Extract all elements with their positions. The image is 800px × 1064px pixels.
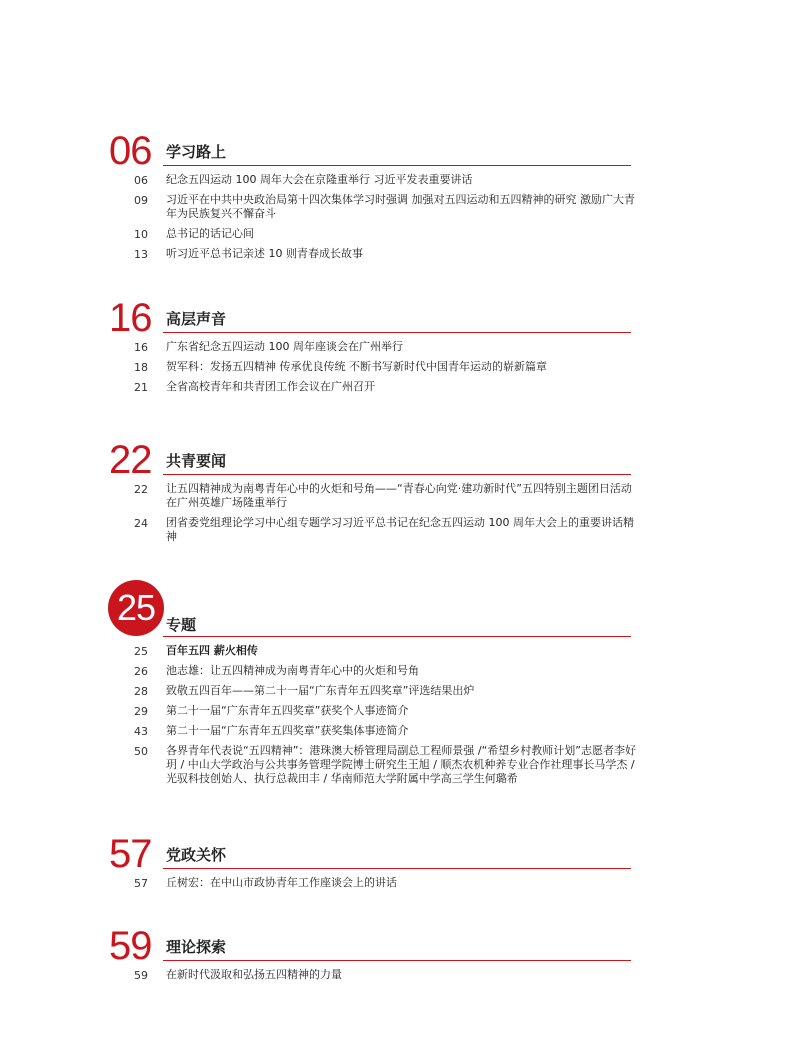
section-number-badge: 25 bbox=[108, 580, 164, 636]
toc-entry[interactable] bbox=[0, 247, 800, 261]
toc-page-number: 43 bbox=[134, 725, 148, 738]
toc-page-number: 28 bbox=[134, 685, 148, 698]
toc-list bbox=[0, 968, 800, 988]
toc-entry-title: 丘树宏：在中山市政协青年工作座谈会上的讲话 bbox=[166, 876, 397, 889]
toc-page-number: 24 bbox=[134, 517, 148, 530]
toc-entry[interactable] bbox=[0, 876, 800, 890]
toc-entry[interactable] bbox=[0, 380, 800, 394]
toc-page-number: 50 bbox=[134, 745, 148, 758]
toc-entry-title: 百年五四 薪火相传 bbox=[166, 644, 258, 657]
section-divider bbox=[163, 960, 631, 961]
toc-entry[interactable] bbox=[0, 360, 800, 374]
section-divider bbox=[163, 165, 631, 166]
section-title: 党政关怀 bbox=[166, 846, 227, 864]
toc-page-number: 59 bbox=[134, 969, 148, 982]
section-number: 59 bbox=[109, 924, 152, 968]
toc-list bbox=[0, 173, 800, 267]
section-title: 高层声音 bbox=[166, 310, 227, 328]
section-divider bbox=[163, 868, 631, 869]
toc-page-number: 16 bbox=[134, 341, 148, 354]
toc-entry-title: 贺军科：发扬五四精神 传承优良传统 不断书写新时代中国青年运动的崭新篇章 bbox=[166, 360, 547, 373]
toc-entry[interactable] bbox=[0, 968, 800, 982]
section-divider bbox=[163, 474, 631, 475]
toc-entry-title: 习近平在中共中央政治局第十四次集体学习时强调 加强对五四运动和五四精神的研究 激励广大青年为民族复兴不懈奋斗 bbox=[166, 193, 635, 220]
toc-page-number: 25 bbox=[134, 645, 148, 658]
toc-entry[interactable] bbox=[0, 482, 800, 510]
toc-entry-title: 在新时代汲取和弘扬五四精神的力量 bbox=[166, 968, 342, 981]
section-number: 16 bbox=[109, 296, 152, 340]
toc-entry[interactable] bbox=[0, 227, 800, 241]
toc-entry[interactable] bbox=[0, 516, 800, 544]
section-title: 共青要闻 bbox=[166, 452, 227, 470]
toc-entry[interactable] bbox=[0, 340, 800, 354]
toc-entry-title: 团省委党组理论学习中心组专题学习习近平总书记在纪念五四运动 100 周年大会上的重要讲话精神 bbox=[166, 516, 634, 543]
toc-page-number: 29 bbox=[134, 705, 148, 718]
toc-entry-title: 池志雄：让五四精神成为南粤青年心中的火炬和号角 bbox=[166, 664, 419, 677]
toc-entry[interactable] bbox=[0, 744, 800, 786]
toc-page-number: 22 bbox=[134, 483, 148, 496]
toc-entry-title: 纪念五四运动 100 周年大会在京隆重举行 习近平发表重要讲话 bbox=[166, 173, 473, 186]
section-title: 学习路上 bbox=[166, 143, 227, 161]
toc-entry-title: 各界青年代表说“五四精神”：港珠澳大桥管理局副总工程师景强 /“希望乡村教师计划”志愿者李好玥 / 中山大学政治与公共事务管理学院博士研究生王旭 / 顺杰农机种养专业合作社理事长马学杰 / 光驭科技创始人、执行总裁田丰 / 华南师范大学附属中学高三学生何璐希 bbox=[166, 744, 636, 785]
toc-list bbox=[0, 644, 800, 792]
toc-entry-title: 致敬五四百年——第二十一届“广东青年五四奖章”评选结果出炉 bbox=[166, 684, 475, 697]
section-number: 57 bbox=[109, 832, 152, 876]
toc-page-number: 21 bbox=[134, 381, 148, 394]
toc-list bbox=[0, 340, 800, 400]
toc-list bbox=[0, 482, 800, 550]
toc-entry[interactable] bbox=[0, 684, 800, 698]
toc-entry[interactable] bbox=[0, 704, 800, 718]
toc-entry-title: 让五四精神成为南粤青年心中的火炬和号角——“青春心向党·建功新时代”五四特别主题团日活动在广州英雄广场隆重举行 bbox=[166, 482, 632, 509]
toc-entry[interactable] bbox=[0, 644, 800, 658]
toc-entry[interactable] bbox=[0, 173, 800, 187]
toc-page-number: 26 bbox=[134, 665, 148, 678]
toc-page-number: 10 bbox=[134, 228, 148, 241]
section-title: 理论探索 bbox=[166, 938, 227, 956]
toc-list bbox=[0, 876, 800, 896]
toc-entry[interactable] bbox=[0, 193, 800, 221]
toc-entry-title: 广东省纪念五四运动 100 周年座谈会在广州举行 bbox=[166, 340, 403, 353]
toc-page-number: 09 bbox=[134, 194, 148, 207]
toc-page-number: 57 bbox=[134, 877, 148, 890]
toc-page-number: 06 bbox=[134, 174, 148, 187]
toc-page-number: 13 bbox=[134, 248, 148, 261]
section-number: 22 bbox=[109, 438, 152, 482]
toc-entry-title: 听习近平总书记亲述 10 则青春成长故事 bbox=[166, 247, 363, 260]
section-number: 06 bbox=[109, 129, 152, 173]
toc-entry-title: 第二十一届“广东青年五四奖章”获奖个人事迹简介 bbox=[166, 704, 409, 717]
section-divider bbox=[163, 636, 631, 637]
toc-entry-title: 总书记的话记心间 bbox=[166, 227, 254, 240]
toc-entry-title: 第二十一届“广东青年五四奖章”获奖集体事迹简介 bbox=[166, 724, 409, 737]
section-title: 专题 bbox=[166, 616, 197, 634]
toc-entry[interactable] bbox=[0, 664, 800, 678]
toc-entry[interactable] bbox=[0, 724, 800, 738]
toc-page-number: 18 bbox=[134, 361, 148, 374]
section-divider bbox=[163, 332, 631, 333]
toc-entry-title: 全省高校青年和共青团工作会议在广州召开 bbox=[166, 380, 375, 393]
